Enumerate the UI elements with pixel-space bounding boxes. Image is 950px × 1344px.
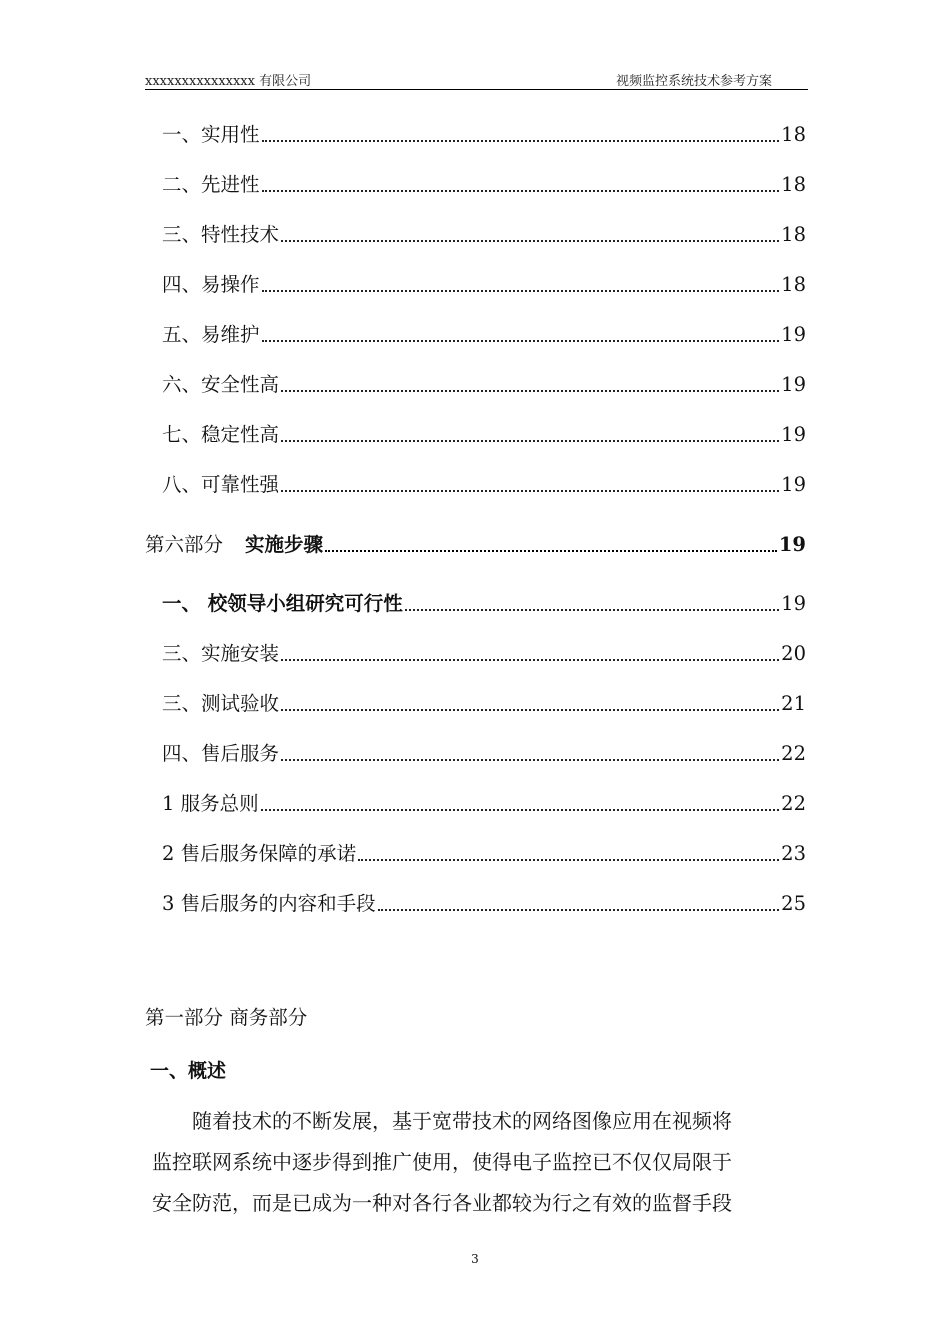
toc-entry-label: 一、 校领导小组研究可行性	[162, 592, 403, 615]
page-number: 3	[471, 1252, 479, 1266]
toc-entry-page: 19	[781, 473, 806, 496]
toc-entry-label: 四、售后服务	[162, 742, 280, 765]
toc-leader	[358, 859, 779, 861]
toc-entry[interactable]	[145, 790, 806, 818]
toc-entry[interactable]	[145, 471, 806, 499]
paragraph-line: 随着技术的不断发展，基于宽带技术的网络图像应用在视频将	[152, 1109, 732, 1133]
toc-leader	[262, 140, 780, 142]
toc-entry-page: 20	[781, 642, 806, 665]
toc-entry-page: 19	[781, 373, 806, 396]
toc-entry-page: 22	[781, 792, 806, 815]
toc-entry-label: 3 售后服务的内容和手段	[162, 892, 376, 915]
toc-entry-label: 1 服务总则	[162, 792, 259, 815]
toc-entry[interactable]	[145, 840, 806, 868]
toc-leader	[262, 290, 780, 292]
toc-entry-label: 三、特性技术	[162, 223, 280, 246]
toc-entry-page: 19	[781, 423, 806, 446]
toc-leader	[281, 440, 779, 442]
toc-leader	[281, 659, 779, 661]
toc-entry-page: 22	[781, 742, 806, 765]
toc-entry-label: 2 售后服务保障的承诺	[162, 842, 357, 865]
toc-leader	[378, 909, 780, 911]
toc-leader	[325, 550, 777, 552]
toc-entry[interactable]	[145, 321, 806, 349]
toc-entry-label: 六、安全性高	[162, 373, 280, 396]
toc-entry[interactable]	[145, 590, 806, 618]
toc-part-number: 第六部分	[145, 533, 224, 556]
toc-entry-label: 八、可靠性强	[162, 473, 280, 496]
toc-entry-label: 一、实用性	[162, 123, 260, 146]
toc-entry-page: 19	[781, 323, 806, 346]
toc-entry[interactable]	[145, 640, 806, 668]
toc-entry[interactable]	[145, 271, 806, 299]
toc-entry[interactable]	[145, 371, 806, 399]
toc-entry-page: 19	[778, 533, 806, 556]
toc-entry[interactable]	[145, 171, 806, 199]
toc-entry-page: 19	[781, 592, 806, 615]
toc-leader	[281, 240, 779, 242]
paragraph-line: 安全防范，而是已成为一种对各行各业都较为行之有效的监督手段	[152, 1191, 732, 1215]
section-title: 第一部分 商务部分	[145, 1006, 308, 1029]
toc-entry[interactable]	[145, 221, 806, 249]
section-subtitle: 一、概述	[150, 1060, 227, 1082]
toc-leader	[405, 609, 779, 611]
toc-entry[interactable]	[145, 121, 806, 149]
toc-entry-label: 七、稳定性高	[162, 423, 280, 446]
toc-entry-page: 18	[781, 273, 806, 296]
toc-entry-label: 三、实施安装	[162, 642, 280, 665]
body-paragraph	[152, 1101, 808, 1224]
toc-entry-label: 四、易操作	[162, 273, 260, 296]
toc-leader	[281, 390, 779, 392]
toc-leader	[261, 809, 780, 811]
toc-leader	[281, 709, 779, 711]
toc-entry-page: 18	[781, 223, 806, 246]
toc-entry-label: 二、先进性	[162, 173, 260, 196]
header-company: xxxxxxxxxxxxxxx 有限公司	[145, 74, 312, 89]
toc-leader	[281, 759, 779, 761]
toc-part-title: 实施步骤	[245, 533, 324, 556]
toc-entry-label: 三、测试验收	[162, 692, 280, 715]
toc-entry-page: 18	[781, 173, 806, 196]
toc-entry-page: 25	[781, 892, 806, 915]
toc-entry[interactable]	[145, 421, 806, 449]
toc-leader	[262, 190, 780, 192]
toc-part-entry[interactable]	[145, 531, 806, 559]
toc-entry[interactable]	[145, 890, 806, 918]
paragraph-line: 监控联网系统中逐步得到推广使用，使得电子监控已不仅仅局限于	[152, 1150, 732, 1174]
header-doc-title: 视频监控系统技术参考方案	[615, 74, 772, 89]
toc-entry-page: 23	[781, 842, 806, 865]
toc-part-label	[145, 531, 323, 559]
toc-entry[interactable]	[145, 740, 806, 768]
toc-leader	[281, 490, 779, 492]
toc-entry[interactable]	[145, 690, 806, 718]
page-header	[145, 70, 808, 90]
toc-entry-page: 21	[781, 692, 806, 715]
toc-leader	[262, 340, 780, 342]
toc-entry-page: 18	[781, 123, 806, 146]
toc-entry-label: 五、易维护	[162, 323, 260, 346]
